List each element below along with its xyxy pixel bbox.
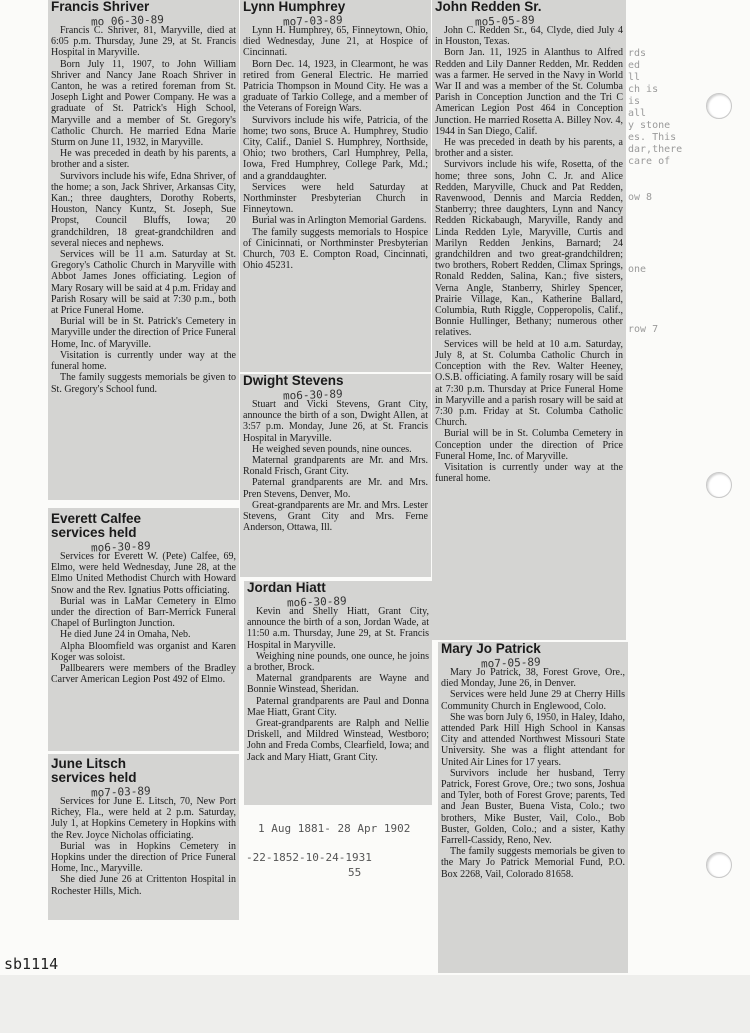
- paragraph: Maternal grandparents are Mr. and Mrs. Ronald Frisch, Grant City.: [243, 455, 428, 478]
- paragraph: Survivors include his wife, Patricia, of the home; two sons, Bruce A. Humphrey, Studio City, Calif., Daniel S. Humphrey, Northside, Ohio; two brothers, Carl Humphrey, Pella, Iowa, Fred Humphrey, College Park, Md.; and a granddaughter.: [243, 114, 428, 182]
- paragraph: Great-grandparents are Ralph and Nellie Driskell, and Mildred Winstead, Westboro; John and Freda Combs, Clearfield, Iowa; and Jack and Mary Hiatt, Grant City.: [247, 718, 429, 763]
- headline: Mary Jo Patrick: [441, 642, 541, 656]
- headline: Dwight Stevens: [243, 374, 344, 388]
- binder-hole-top: [706, 93, 732, 119]
- obituary-body: [243, 25, 428, 271]
- paragraph: Francis C. Shriver, 81, Maryville, died at 6:05 p.m. Thursday, June 29, at St. Francis Hospital in Maryville.: [51, 25, 236, 59]
- birth-announcement-body: [247, 606, 429, 763]
- paragraph: Great-grandparents are Mr. and Mrs. Lester Stevens, Grant City and Mrs. Ferne Anderson, Ottawa, Ill.: [243, 499, 428, 534]
- paragraph: The family suggests memorials be given to the Mary Jo Patrick Memorial Fund, P.O. Box 2268, Vail, Colorado 81658.: [441, 846, 625, 880]
- clipping-lynn-humphrey: [240, 0, 431, 372]
- handwritten-date: mo7-03-89: [282, 13, 343, 29]
- obituary-body: [435, 25, 623, 484]
- paragraph: Burial was in Hopkins Cemetery in Hopkins under the direction of Price Funeral Home, Inc., Maryville.: [51, 840, 236, 875]
- clipping-june-litsch: [48, 754, 239, 920]
- paragraph: Paternal grandparents are Mr. and Mrs. Pren Stevens, Denver, Mo.: [243, 477, 428, 500]
- binder-hole-bottom: [706, 852, 732, 878]
- paragraph: He died June 24 in Omaha, Neb.: [60, 629, 191, 641]
- headline: June Litsch services held: [51, 756, 137, 785]
- paragraph: She died June 26 at Crittenton Hospital in Rochester Hills, Mich.: [51, 874, 236, 897]
- headline: Everett Calfee services held: [51, 511, 142, 540]
- obituary-body: [51, 796, 236, 897]
- paragraph: Services for June E. Litsch, 70, New Port Richey, Fla., were held at 2 p.m. Saturday, July 1, at Hopkins Cemetery in Hopkins with the Rev. Joyce Nicholas officiating.: [51, 796, 236, 841]
- paragraph: Burial was in Arlington Memorial Gardens.: [252, 215, 427, 227]
- headline: John Redden Sr.: [435, 0, 542, 14]
- paragraph: The family suggests memorials be given to St. Gregory's School fund.: [51, 372, 236, 395]
- paragraph: Mary Jo Patrick, 38, Forest Grove, Ore., died Monday, June 26, in Denver.: [441, 667, 625, 690]
- handwritten-date: mo 06-30-89: [90, 12, 165, 29]
- clipping-dwight-stevens: [240, 374, 431, 577]
- clipping-francis-shriver: [48, 0, 239, 500]
- paragraph: Born July 11, 1907, to John William Shriver and Nancy Jane Roach Shriver in Canton, he was a retired foreman from St. Joseph Light and Power Company. He was a graduate of St. Patrick's High School, Maryville and a member of St. Gregory's Catholic Church. He married Edna Marie Sturm on June 11, 1932, in Maryville.: [51, 58, 236, 149]
- paragraph: Survivors include her husband, Terry Patrick, Forest Grove, Ore.; two sons, Joshua and Tyler, both of Forest Grove; parents, Ted and Jean Buster, Buena Vista, Colo.; two brothers, Mike Buster, Vail, Colo., Bob Buster, Golden, Colo.; and a sister, Kathy Farrell-Cassidy, Reno, Nev.: [441, 767, 625, 847]
- paragraph: Burial will be in St. Patrick's Cemetery in Maryville under the direction of Price Funeral Home, Inc. of Maryville.: [51, 316, 236, 350]
- paragraph: Pallbearers were members of the Bradley Carver American Legion Post 492 of Elmo.: [51, 663, 236, 686]
- clipping-john-redden: [432, 0, 626, 640]
- paragraph: Visitation is currently under way at the funeral home.: [435, 461, 623, 485]
- paragraph: Services were held Saturday at Northminster Presbyterian Church in Finneytown.: [243, 181, 428, 216]
- paragraph: The family suggests memorials to Hospice of Cinicinnati, or Northminster Presbyterian Church, 703 E. Compton Road, Cincinnati, Ohio 45231.: [243, 226, 428, 272]
- handwritten-date: mo6-30-89: [282, 387, 343, 403]
- paragraph: Stuart and Vicki Stevens, Grant City, announce the birth of a son, Dwight Allen, at 3:57 p.m. Monday, June 26, at St. Francis Hospital in Maryville.: [243, 399, 428, 444]
- date-stamp-2: -22-1852-10-24-1931: [246, 851, 372, 864]
- paragraph: Born Jan. 11, 1925 in Alanthus to Alfred Redden and Lily Danner Redden, Mr. Redden was a farmer. He served in the Navy in World War II and was a member of the St. Columba Parish in Conception Junction and the Tri C American Legion Post 464 in Conception Junction. He married Rosetta A. Billey Nov. 4, 1944 in San Diego, Calif.: [435, 47, 623, 137]
- paragraph: Survivors include his wife, Rosetta, of the home; three sons, John C. Jr. and Alice Redden, Maryville, Chuck and Pat Redden, Ravenwood, Dennis and Marcia Redden, Stanberry; three daughters, Lynn and Nancy Redden Rickabaugh, Maryville, Randy and Linda Redden Lyle, Maryville, Curtis and Marilyn Redden Jenkins, Barnard; 24 grandchildren and two great-grandchildren; two brothers, Robert Redden, Climax Springs, Ronald Redden, Salina, Kan.; five sisters, Verna Angle, Stanberry, Shirley Spencer, Prairie Village, Kan., Katherine Ballard, Columbia, Ruth Riggle, Copperopolis, Calif., Bonnie Hullinger, Bethany; numerous other relatives.: [435, 159, 623, 339]
- bleed-through-text: rds ed ll ch is is all y stone es. This dar,there care of ow 8 one row 7: [628, 48, 683, 335]
- paragraph: John C. Redden Sr., 64, Clyde, died July 4 in Houston, Texas.: [435, 25, 623, 48]
- headline: Lynn Humphrey: [243, 0, 346, 14]
- paragraph: Paternal grandparents are Paul and Donna Mae Hiatt, Grant City.: [247, 695, 429, 718]
- paragraph: Burial will be in St. Columba Cemetery in Conception under the direction of Price Funeral Home, Inc. of Maryville.: [435, 428, 623, 462]
- paragraph: He was preceded in death by his parents, a brother and a sister.: [435, 137, 623, 160]
- paragraph: Alpha Bloomfield was organist and Karen Koger was soloist.: [51, 640, 236, 663]
- paragraph: Lynn H. Humphrey, 65, Finneytown, Ohio, died Wednesday, June 21, at Hospice of Cincinnati.: [243, 25, 428, 59]
- paragraph: Maternal grandparents are Wayne and Bonnie Winstead, Sheridan.: [247, 673, 429, 696]
- paragraph: Services were held June 29 at Cherry Hills Community Church in Englewood, Colo.: [441, 689, 625, 712]
- paragraph: She was born July 6, 1950, in Haley, Idaho, attended Park Hill High School in Kansas City and attended Northwest Missouri State University. She was a flight attendant for United Air Lines for 17 years.: [441, 711, 625, 768]
- handwritten-date: mo6-30-89: [90, 539, 151, 555]
- paragraph: He was preceded in death by his parents, a brother and a sister.: [51, 148, 236, 171]
- catalog-number: sb1114: [4, 955, 59, 973]
- handwritten-date: mo7-05-89: [480, 655, 541, 671]
- paragraph: Visitation is currently under way at the funeral home.: [51, 349, 236, 373]
- date-stamp: 1 Aug 1881- 28 Apr 1902: [258, 822, 411, 835]
- handwritten-date: mo5-05-89: [474, 13, 535, 29]
- paragraph: Survivors include his wife, Edna Shriver, of the home; a son, Jack Shriver, Arkansas City, Kan.; three daughters, Dorothy Roberts, Houston, Nancy Kuntz, St. Joseph, Sue Propst, Council Bluffs, Iowa; 20 grandchildren, 18 great-grandchildren and several nieces and nephews.: [51, 170, 236, 249]
- clipping-mary-jo-patrick: [438, 642, 628, 973]
- paragraph: Services for Everett W. (Pete) Calfee, 69, Elmo, were held Wednesday, June 28, at the Elmo United Methodist Church with Howard Snow and the Rev. Ignatius Potts officiating.: [51, 551, 236, 596]
- obituary-body: [51, 551, 236, 685]
- headline: Francis Shriver: [51, 0, 150, 14]
- binder-hole-middle: [706, 472, 732, 498]
- paragraph: Weighing nine pounds, one ounce, he joins a brother, Brock.: [247, 650, 429, 674]
- paragraph: Services will be held at 10 a.m. Saturday, July 8, at St. Columba Catholic Church in Conception with the Rev. Walter Heeney, O.S.B. officiating. A family rosary will be said at 7:30 p.m. Thursday at Price Funeral Home in Maryville and a parish rosary will be said at 7:30 p.m. Friday at St. Columba Catholic Church.: [435, 338, 623, 429]
- clipping-everett-calfee: [48, 508, 239, 751]
- page-bottom-margin: [0, 975, 750, 1033]
- obituary-body: [441, 667, 625, 880]
- paragraph: Kevin and Shelly Hiatt, Grant City, announce the birth of a son, Jordan Wade, at 11:50 a.m. Thursday, June 29, at St. Francis Hospital in Maryville.: [247, 606, 429, 651]
- paragraph: Burial was in LaMar Cemetery in Elmo under the direction of Barr-Merrick Funeral Chapel of Burlington Junction.: [51, 595, 236, 630]
- obituary-body: [51, 25, 236, 395]
- handwritten-date: mo7-03-89: [90, 784, 151, 800]
- page-stamp: 55: [348, 866, 362, 879]
- clipping-jordan-hiatt: [244, 581, 432, 805]
- handwritten-date: mo6-30-89: [286, 594, 347, 610]
- birth-announcement-body: [243, 399, 428, 533]
- paragraph: Born Dec. 14, 1923, in Clearmont, he was retired from General Electric. He married Patricia Thompson in Mound City. He was a graduate of Tarkio College, and a member of the Veterans of Foreign Wars.: [243, 58, 428, 115]
- paragraph: He weighed seven pounds, nine ounces.: [252, 443, 412, 455]
- paragraph: Services will be 11 a.m. Saturday at St. Gregory's Catholic Church in Maryville with Abbot James Jones officiating. Legion of Mary Rosary will be said at 4 p.m. Friday and Parish Rosary will be said at 7:30 p.m., both at Price Funeral Home.: [51, 249, 236, 317]
- headline: Jordan Hiatt: [247, 581, 326, 595]
